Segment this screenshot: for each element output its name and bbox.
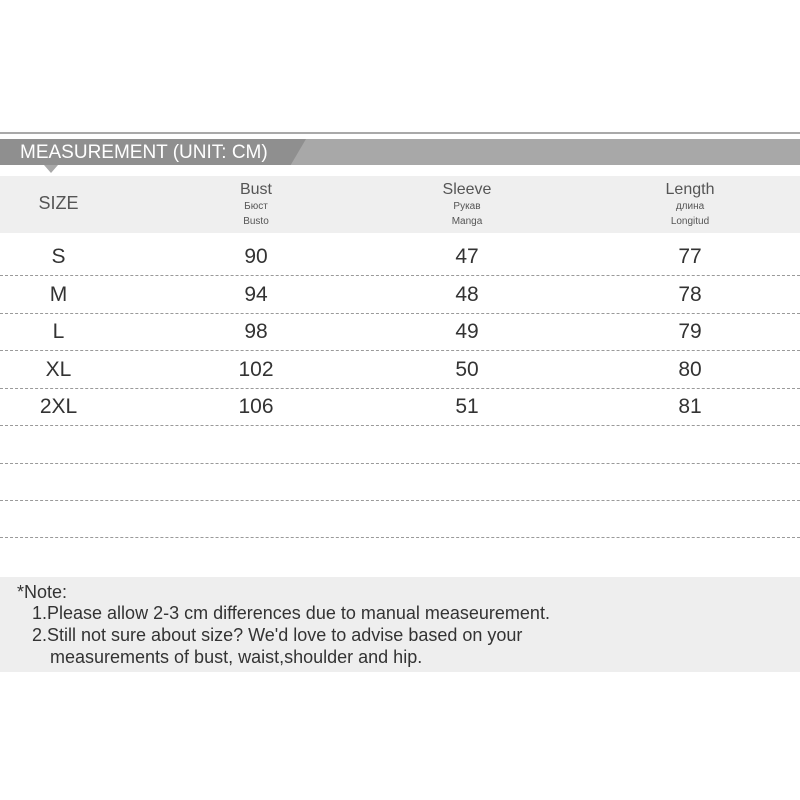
header-size: SIZE <box>38 193 79 213</box>
size-cell: S <box>51 245 66 268</box>
note-line-3: measurements of bust, waist,shoulder and hip. <box>50 647 423 667</box>
header-length-es: Longitud <box>670 216 710 227</box>
sleeve-cell: 50 <box>455 358 479 381</box>
header-sleeve-ru: Рукав <box>453 201 481 212</box>
bust-cell: 106 <box>238 395 274 418</box>
empty-row <box>0 500 800 538</box>
table-title: MEASUREMENT (UNIT: CM) <box>20 142 268 163</box>
header-length-label: Length <box>665 181 715 198</box>
header-sleeve-es: Manga <box>451 216 483 227</box>
length-cell: 79 <box>678 320 702 343</box>
table-row <box>0 351 800 389</box>
sleeve-cell: 47 <box>455 245 479 268</box>
bust-cell: 90 <box>244 245 268 268</box>
size-cell: 2XL <box>39 395 78 418</box>
note-line-2: 2.Still not sure about size? We'd love to advise based on your <box>32 625 523 645</box>
header-bust-label: Bust <box>239 181 272 198</box>
sleeve-cell: 49 <box>455 320 479 343</box>
table-row <box>0 388 800 426</box>
bust-cell: 102 <box>238 358 274 381</box>
header-bust <box>156 181 356 229</box>
title-bar <box>0 139 800 165</box>
table-row <box>0 313 800 351</box>
note-box <box>0 577 800 672</box>
length-cell: 78 <box>678 283 702 306</box>
title-notch <box>44 165 58 173</box>
size-cell: L <box>52 320 65 343</box>
length-cell: 80 <box>678 358 702 381</box>
length-cell: 77 <box>678 245 702 268</box>
header-length <box>590 181 790 229</box>
sleeve-cell: 51 <box>455 395 479 418</box>
length-cell: 81 <box>678 395 702 418</box>
sleeve-cell: 48 <box>455 283 479 306</box>
bust-cell: 98 <box>244 320 268 343</box>
bust-cell: 94 <box>244 283 268 306</box>
header-bust-ru: Бюст <box>244 201 268 212</box>
empty-row <box>0 463 800 501</box>
table-header <box>0 176 800 233</box>
note-heading: *Note: <box>17 582 68 602</box>
size-cell: M <box>49 283 68 306</box>
empty-row <box>0 426 800 464</box>
top-divider <box>0 132 800 134</box>
header-length-ru: длина <box>675 201 705 212</box>
header-sleeve-label: Sleeve <box>442 181 492 198</box>
header-bust-es: Busto <box>243 216 269 227</box>
table-row <box>0 276 800 314</box>
header-sleeve <box>367 181 567 229</box>
size-cell: XL <box>45 358 72 381</box>
table-row <box>0 238 800 276</box>
note-line-1: 1.Please allow 2-3 cm differences due to manual measeurement. <box>32 603 550 623</box>
